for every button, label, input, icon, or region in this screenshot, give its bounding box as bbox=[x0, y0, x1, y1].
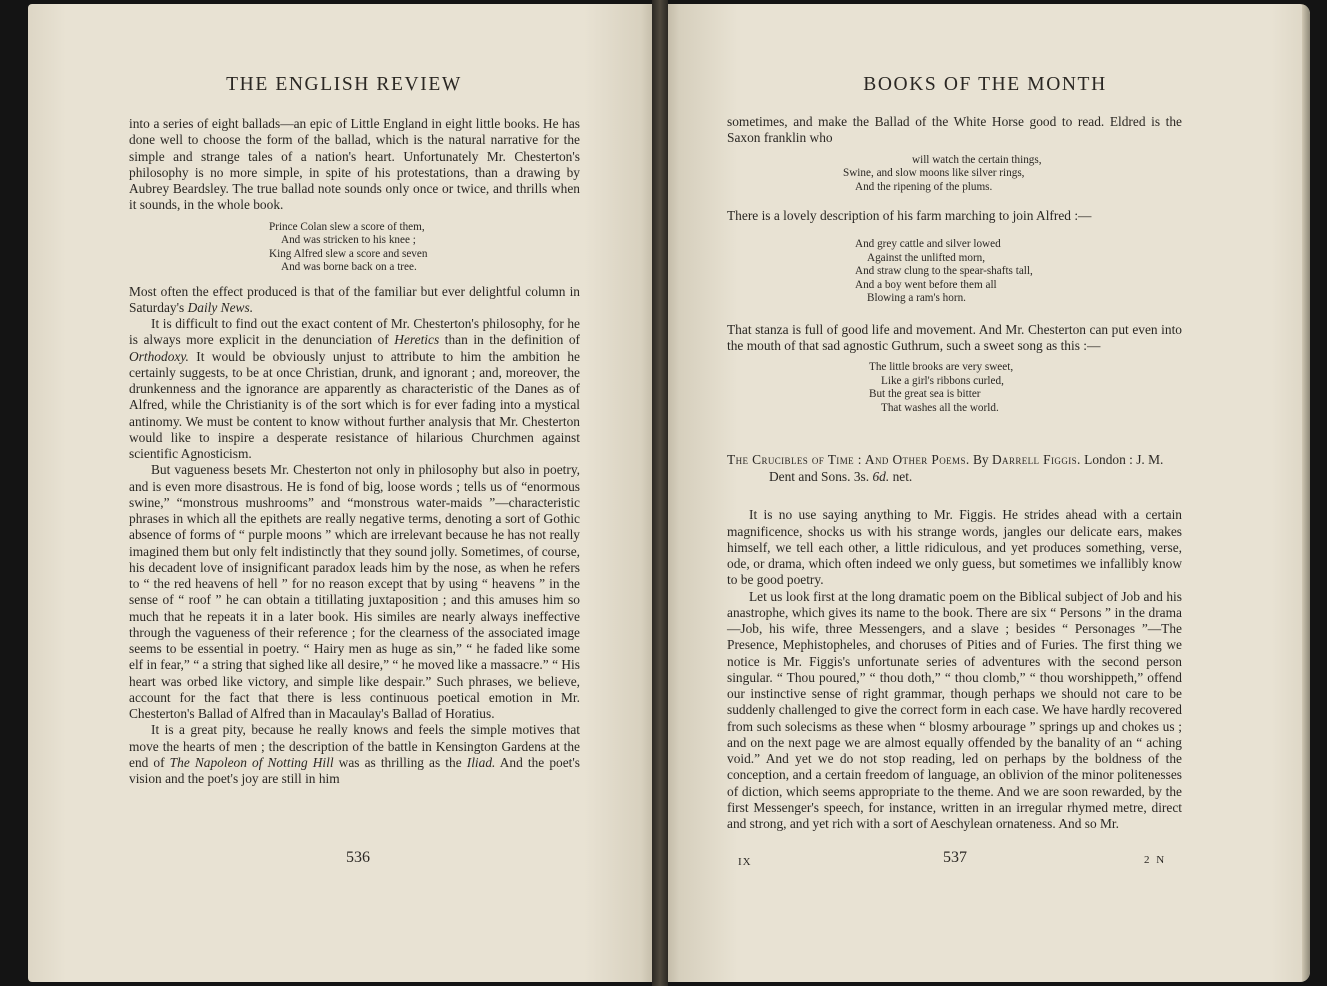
right-page bbox=[660, 4, 1310, 982]
paragraph-continued: into a series of eight ballads—an epic of Little England in eight little books. He has done well to choose the form of the ballad, which is the natural narrative for the simple and strange tales of a nation's heart. Unfortunately Mr. Chesterton's philosophy is no more simple, in spite of his protestations, than a drawing by Aubrey Beardsley. The true ballad note sounds only once or twice, and thrills when it sounds, in the whole book. bbox=[129, 116, 580, 213]
paragraph-text: It is a great pity, because he really knows and feels the simple motives that move the hearts of men ; the description of the battle in Kensington Gardens at the end of bbox=[129, 722, 580, 770]
paragraph-text: was as thrilling as the bbox=[333, 754, 467, 770]
right-page-body bbox=[727, 114, 1182, 832]
verse-quote bbox=[727, 154, 1182, 195]
running-head-right: BOOKS OF THE MONTH bbox=[863, 74, 1107, 95]
verse-quote bbox=[727, 238, 1182, 306]
verse-line: Against the unlifted morn, bbox=[867, 251, 986, 264]
italic-title: Daily News. bbox=[187, 299, 254, 315]
italic-title: Orthodoxy. bbox=[129, 348, 189, 364]
review-heading bbox=[727, 451, 1182, 485]
left-page bbox=[28, 4, 660, 982]
book-price-italic: 6d. bbox=[872, 469, 890, 485]
book-title: The Crucibles of Time : And Other Poems. bbox=[727, 452, 970, 468]
book-price: 3s. bbox=[853, 469, 870, 485]
italic-title: Heretics bbox=[394, 332, 440, 348]
verse-line: And was stricken to his knee ; bbox=[281, 234, 416, 246]
paragraph bbox=[129, 316, 580, 462]
verse-line: And a boy went before them all bbox=[855, 278, 997, 291]
book-publisher: London : J. M. Dent and Sons. bbox=[769, 452, 1164, 485]
page-edge bbox=[1302, 4, 1310, 982]
verse-line: Like a girl's ribbons curled, bbox=[881, 374, 1004, 387]
paragraph: That stanza is full of good life and movement. And Mr. Chesterton can put even into the mouth of that sad agnostic Guthrum, such a sweet song as this :— bbox=[727, 321, 1182, 353]
paragraph-text: It is difficult to find out the exact content of Mr. Chesterton's philosophy, for he is always more explicit in the denunciation of bbox=[129, 316, 580, 348]
italic-title: Iliad. bbox=[466, 754, 496, 770]
book-gutter bbox=[652, 0, 668, 986]
verse-line: Prince Colan slew a score of them, bbox=[269, 220, 425, 233]
verse-line: And straw clung to the spear-shafts tall, bbox=[855, 265, 1033, 278]
paragraph-text: Most often the effect produced is that of the familiar but ever delightful column in Saturday's bbox=[129, 283, 580, 315]
verse-quote bbox=[727, 361, 1182, 415]
paragraph bbox=[129, 722, 580, 787]
paragraph: There is a lovely description of his farm marching to join Alfred :— bbox=[727, 208, 1092, 223]
book-author: Darrell Figgis. bbox=[991, 452, 1081, 468]
left-page-body bbox=[129, 116, 580, 787]
signature-mark-left: IX bbox=[738, 856, 752, 868]
verse-line: And was borne back on a tree. bbox=[281, 261, 417, 273]
page-number-right: 537 bbox=[943, 849, 967, 866]
signature-mark-right: 2 N bbox=[1144, 854, 1167, 866]
italic-title: The Napoleon of Notting Hill bbox=[169, 754, 334, 770]
running-head-left: THE ENGLISH REVIEW bbox=[226, 74, 462, 95]
verse-line: And the ripening of the plums. bbox=[855, 180, 993, 193]
book-price-net: net. bbox=[892, 469, 913, 485]
paragraph: It is no use saying anything to Mr. Figgis. He strides ahead with a certain magnificence, shocks us with his strange words, jangles our delicate ears, makes himself, we tell each other, a little ridiculous, and yet produces something, verse, ode, or drama, which often indeed we only guess, but sometimes we infallibly know to be good poetry. bbox=[727, 507, 1182, 588]
verse-line: will watch the certain things, bbox=[912, 153, 1042, 166]
paragraph-text: And the poet's vision and the poet's joy are still in him bbox=[129, 754, 581, 786]
verse-line: And grey cattle and silver lowed bbox=[855, 238, 1001, 251]
verse-line: Swine, and slow moons like silver rings, bbox=[843, 167, 1025, 179]
paragraph: Let us look first at the long dramatic poem on the Biblical subject of Job and his anastrophe, which gives its name to the book. There are six “ Persons ” in the drama—Job, his wife, three Messengers, and a slave ; besides “ Personages ”—The Presence, Mephistopheles, and choruses of Pities and of Furies. The first thing we notice is Mr. Figgis's unfortunate series of adventures with the second person singular. “ Thou poured,” “ thou doth,” “ thou clomb,” “ thou worshippeth,” offend our instinctive sense of right grammar, though perhaps we should not care to be suddenly challenged to give the correct form in each case. We have hardly recovered from such solecisms as these when “ blosmy arbourage ” springs up and chokes us ; and on the next page we are almost equally offended by the banality of an “ aching void.” And yet we do not stop reading, led on perhaps by the boldness of the conception, and a certain freedom of language, an oblivion of the minor politenesses of diction, which seems appropriate to the theme. And we are soon rewarded, by the first Messenger's speech, for instance, written in an irregular rhymed metre, direct and strong, and yet rich with a sort of Aeschylean ornateness. And so Mr. bbox=[727, 588, 1182, 831]
paragraph-continued: sometimes, and make the Ballad of the White Horse good to read. Eldred is the Saxon franklin who bbox=[727, 114, 1182, 146]
page-number-left: 536 bbox=[346, 849, 370, 866]
verse-line: The little brooks are very sweet, bbox=[869, 361, 1014, 374]
verse-quote bbox=[129, 221, 580, 275]
verse-line: King Alfred slew a score and seven bbox=[269, 247, 428, 260]
paragraph-text: It would be obviously unjust to attribute to him the ambition he certainly suggests, to be at once Christian, drunk, and ignorant ; and, moreover, the drunkenness and the ignorance are apparently as characteristic of the Danes as of Alfred, while the Christianity is of the sort which is for ever fading into a mystical antinomy. We must be content to know without further analysis that Mr. Chesterton would like to inspire a desperate resistance of hilarious Churchmen against scientific Agnosticism. bbox=[129, 348, 580, 461]
paragraph: But vagueness besets Mr. Chesterton not only in philosophy but also in poetry, and is even more disastrous. He is fond of big, loose words ; tells us of “enormous swine,” “monstrous mushrooms” and “monstrous water-maids ”—characteristic phrases in which all the epithets are really negative terms, denoting a sort of Gothic absence of forms of “ purple moons ” which are irrelevant because he has not really imagined them but only felt indistinctly that they sound jolly. Sometimes, of course, his decadent love of insignificant paradox leads him by the nose, as when he refers to “ the red heavens of hell ” for no reason except that by using “ heavens ” in the sense of “ roof ” he can obtain a titillating juxtaposition ; and this amuses him so much that he repeats it in a later book. His similes are nearly always ineffective through the vagueness of their reference ; for the clearness of the associated image seems to be essential in poetry. “ Hairy men as huge as sin,” “ he faded like some elf in fear,” “ a string that sighed like all desire,” “ he moved like a massacre.” “ His heart was orbed like victory, and simple like despair.” Such phrases, we believe, account for the fact that there is less continuous poetical emotion in Mr. Chesterton's Ballad of Alfred than in Macaulay's Ballad of Horatius. bbox=[129, 462, 580, 721]
verse-line: Blowing a ram's horn. bbox=[867, 292, 966, 305]
verse-line: That washes all the world. bbox=[881, 401, 999, 414]
verse-line: But the great sea is bitter bbox=[869, 388, 981, 401]
review-by: By bbox=[972, 452, 989, 468]
paragraph bbox=[129, 284, 580, 317]
paragraph-text: than in the definition of bbox=[439, 332, 580, 348]
